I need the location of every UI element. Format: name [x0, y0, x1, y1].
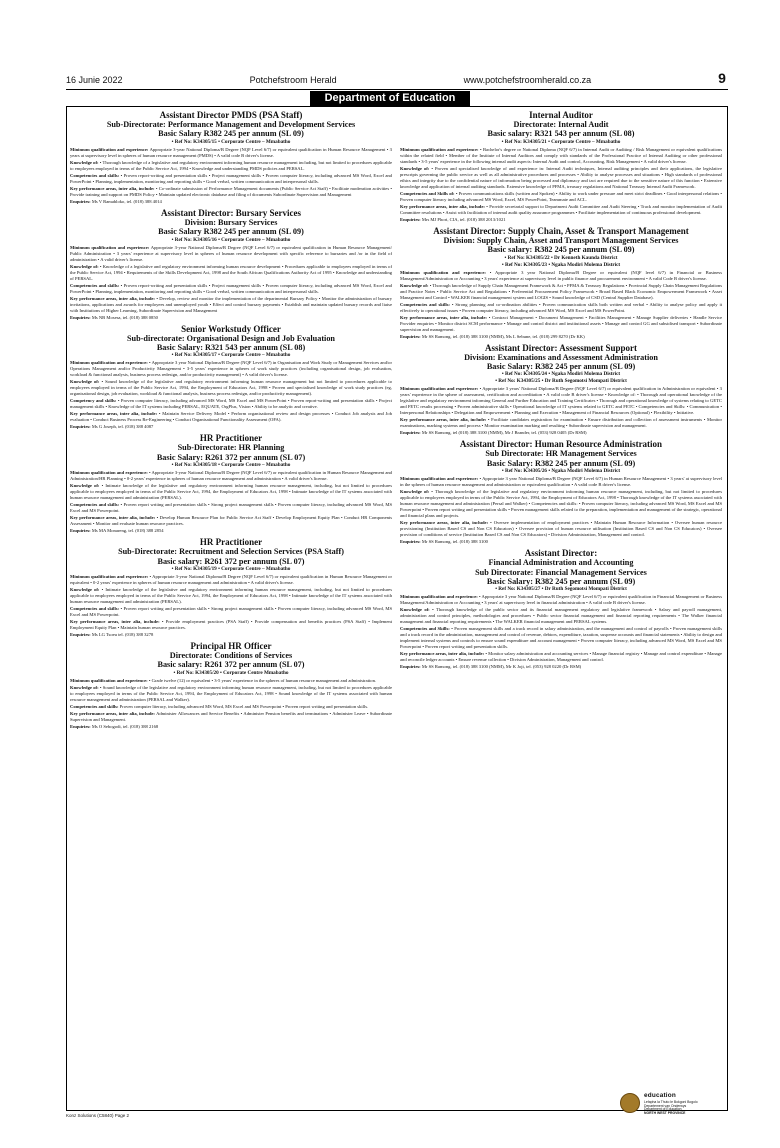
paragraph-text: • Thorough knowledge of the legislative and regulatory environment informing human resource management, including, but not limited to procedures applicable to employees employed in terms of the Public Service Act, 1994, the Employment of Educators Act, 1998 • Thorough knowledge of the IT systems associated with human resource management and administration (Persal and Walker) • Competencies and skills: • Proven computer literacy, including advanced MS Word, MS Excel and MS Powerpoint • Proven report writing and presentation skills • Proven management skills related to the preparation, implementation and management of the strategic, operational and financial plans and projects.	[400, 489, 722, 519]
job-title: Assistant Director: Supply Chain, Asset & Transport Management	[433, 225, 689, 236]
paragraph-label: Enquiries:	[70, 424, 91, 430]
paragraph-text: Mrs MJ Phori, CIA, tel. (018) 388 2013/1021	[421, 216, 506, 222]
job-paragraph	[70, 173, 392, 185]
department-banner: Department of Education	[310, 91, 470, 106]
paragraph-text: • Provide secretarial support to Department Audit Committee and Audit Steering • Track and monitor implementation of Audit Committee resolutions • Assist with facilitation of internal audit quality assurance programmes • Facilitate implementation of continuous professional development.	[400, 203, 722, 215]
job-salary: Basic salary: R321 543 per annum (SL 08)	[487, 129, 635, 139]
paragraph-label: Key performance areas, inter alia, include:	[400, 417, 487, 423]
job-paragraph	[70, 283, 392, 295]
paragraph-text: Ms LG Tsoeu tel. (018) 388 3278	[91, 632, 154, 638]
job-listing	[400, 110, 722, 223]
paragraph-text: • Thorough knowledge of Supply Chain Management Framework & Act • PFMA & Treasury Regulations • Provincial Supply Chain Management Regulations and Practice Notes • Public Service Act and Regulations • Preferential Procurement Policy Framework • Broad Based Black Economic Empowerment Framework • Asset Management and Control • WALKER financial management system and LOGIS • Sound knowledge of CSD (Central Supplier Database).	[400, 282, 722, 300]
job-paragraph	[400, 430, 722, 436]
job-reference: • Ref No: K34305/18 • Corporate Centre – Mmabatho	[171, 462, 291, 469]
paragraph-text: • Sound knowledge of the legislative and regulatory environment informing human resource management but not limited to procedures applicable to employees employed in terms of the Public Service Act, 1994, the Employment of Educators Act, 1998 • Proven and specialised knowledge of work study practices (eg, organisational design, job evaluation, workload & functional analysis, business process redesign, and/or productivity management).	[70, 379, 392, 397]
paragraph-label: Minimum qualification and experience:	[400, 386, 479, 392]
job-paragraph	[400, 607, 722, 625]
job-paragraph	[70, 711, 392, 723]
paragraph-text: Ms MA Monareng, tel. (018) 388 2854	[91, 528, 164, 534]
job-paragraph	[400, 217, 722, 223]
job-division: Division: Supply Chain, Asset and Transport Management Services	[443, 235, 679, 245]
paragraph-text: • Thorough knowledge of a legislative and regulatory environment informing human resource management including, but not limited to procedures applicable to employees employed in terms of the Public Service Act, 1994 • Knowledge and understanding PMDS policies and PERSAL.	[70, 159, 392, 171]
page-header	[66, 70, 726, 88]
paragraph-text: • Provide employment practices (PSA Staff) • Provide compensation and benefits practices (PSA Staff) • Implement Employment Equity Plan • Maintain human resource practices.	[70, 619, 392, 631]
paragraph-label: Competencies and skills:	[400, 301, 450, 307]
job-reference: • Ref No: K34305/16 • Corporate Centre – Mmabatho	[171, 236, 291, 243]
paragraph-label: Minimum qualification and experience:	[400, 269, 486, 275]
job-title: Assistant Director: Assessment Support	[484, 342, 638, 353]
job-paragraph	[70, 315, 392, 321]
paragraph-text: Mr SS Ramong, tel. (018) 388 3100	[421, 539, 488, 545]
paragraph-label: Minimum qualification and experience:	[70, 244, 150, 250]
paragraph-label: Enquiries:	[70, 723, 91, 729]
job-reference: • Ref No: K34305/27 • Dr Ruth Segomotsi Mompati District	[495, 586, 627, 593]
paragraph-label: Key performance areas, inter alia, include:	[70, 515, 156, 521]
job-title: Assistant Director:	[524, 548, 598, 559]
paragraph-label: Minimum qualification and experience:	[400, 476, 479, 482]
paragraph-label: Knowledge of:	[70, 483, 100, 489]
job-salary: Basic salary: R261 372 per annum (SL 07)	[157, 660, 305, 670]
paragraph-label: Competencies and skills:	[70, 606, 120, 612]
header-rule	[66, 89, 728, 90]
job-title: HR Practitioner	[199, 433, 263, 444]
paragraph-text: • Appropriate 3 years' National Diploma/B Degree (NQF Level 6/7) or equivalent qualification in Administration or equivalent • 3 years' experience in the sphere of assessment, certification and accreditation • A valid code B driver's license • Knowledge of: • Thorough and operational knowledge of the legislative and regulatory environment informing General and Further Education and Training Certificates • Thorough and operational knowledge of systems relating to GETC and FETC results processing • Proven administrative skills • Operational knowledge of IT systems related to GETC and FETC • Competencies and Skills: • Communication • Interpersonal Relationships • Delegation and Empowerment • Planning and Execution • Management of Financial Resources (Optional) • Flexibility • Initiative.	[400, 386, 722, 416]
job-reference: • Ref No: K34305/22 • Dr Kenneth Kaunda District • Ref No: K34305/23 • Ngaka Modiri Molema District	[501, 254, 621, 268]
job-paragraph	[400, 191, 722, 203]
paragraph-text: • Appropriate 3 year National Diploma/B Degree (NQF Level 6/7) in Human Resource Management • 3 years' at supervisory level in the spheres of human resource management and administration or equivalent qualification • A valid code B driver's license.	[400, 476, 722, 488]
paragraph-text: • Develop Human Resource Plan for Public Service Act Staff • Develop Employment Equity Plan • Conduct HR Components Assessment • Monitor and evaluate human resource practices.	[70, 515, 392, 527]
paragraph-label: Key performance areas, inter alia, include:	[70, 411, 158, 417]
paragraph-label: Competencies and skills:	[70, 703, 119, 709]
job-paragraph	[70, 424, 392, 430]
job-title: Assistant Director: Human Resource Administration	[459, 439, 663, 450]
job-paragraph	[70, 704, 392, 710]
paragraph-text: • Contract Management • Document Management • Facilities Management • Manage Supplier deliveries • Handle Service Provider enquiries • Monitor district SCM performance • Manage and control district and institutional assets • Manage and control GG and subsidised transport • Subordinate supervision and management.	[400, 314, 722, 332]
paragraph-label: Enquiries:	[70, 314, 91, 320]
paragraph-text: • Oversee implementation of employment practices • Maintain Human Resource Information • Oversee human resource provisioning (Institution Based CS and Non CS Educators) • Oversee provision of human resource utilisation (Institution Based CS and Non CS Educators) • Oversee provision of conditions of service (Institution Based CS and Non CS Educators) • Division Administration, Management and control.	[400, 520, 722, 538]
paragraph-text: • Proven management skills and a track record in salary administration, and the management and control of payrolls • Proven management skills and a track record in the administration, management and control of revenue, debtors, expenditure, taxation, suspense accounts and financial statements • Ability to design and implement internal systems and controls to ensure sound expenditure and account management • Proven computer literacy, including advanced MS Word, MS Excel and MS Powerpoint • Proven report writing and presentation skills.	[400, 626, 722, 650]
paragraph-text: • Intimate knowledge of the legislative and regulatory environment informing human resource management, including, but not limited to procedures applicable to employees employed in terms of the Public Service Act, 1994, the Employment of Educators Act, 1998 • Intimate knowledge of the IT systems associated with human resource management and administration (PERSAL).	[70, 587, 392, 605]
job-paragraph	[400, 476, 722, 488]
paragraph-label: Knowledge of:	[400, 489, 430, 495]
job-listing	[70, 110, 392, 205]
paragraph-text: Mr SS Ramong, tel (018) 388 3100 (NMM), Mr J Brander, tel. (053) 928 0405 (Dr RSM)	[421, 430, 587, 436]
job-paragraph	[70, 685, 392, 703]
job-paragraph	[400, 539, 722, 545]
job-paragraph	[400, 626, 722, 650]
paragraph-text: • Proven report writing and presentation skills • Strong project management skills • Proven computer literacy, including advanced MS Word, MS Excel and MS Powerpoint.	[70, 606, 392, 618]
paragraph-label: Key performance areas, inter alia, include:	[70, 619, 160, 625]
paragraph-text: Ms NB Mosesa, tel. (018) 388 0850	[91, 314, 158, 320]
job-paragraph	[70, 186, 392, 198]
job-division: Sub-Directorate: HR Planning	[177, 443, 285, 453]
job-division: Directorate: Conditions of Services	[169, 651, 293, 661]
job-paragraph	[400, 386, 722, 416]
job-paragraph	[70, 528, 392, 534]
job-paragraph	[70, 470, 392, 482]
job-salary: Basic Salary: R261 372 per annum (SL 07)	[156, 452, 306, 462]
paragraph-text: • Appropriate 3 year National Diploma/B Degree (NQF Level 6/7) in Organisation and Work Study or Management Services and/or Operations Management and/or Productivity Management • 3-5 years' experience in spheres of work study practices (including organisational design, job evaluation, workload & functional analysis, business process redesign, and/or productivity management) • A valid driver's license.	[70, 360, 392, 378]
job-paragraph	[400, 489, 722, 519]
job-listing	[400, 226, 722, 340]
paragraph-text: Appropriate 3-year National Diploma/B Degree (NQF Level 6/7) or equivalent qualification in Human Resource Management • 3 years at supervisory level in spheres of human resource management (PMDS) • A valid code B driver's license.	[70, 146, 392, 158]
job-division: Sub-Directorate: Performance Management and Development Services	[106, 120, 356, 129]
paragraph-label: Knowledge of:	[70, 263, 99, 269]
job-listing	[400, 343, 722, 437]
paragraph-label: Knowledge of:	[400, 282, 429, 288]
paragraph-label: Enquiries:	[70, 528, 91, 534]
paragraph-label: Key performance areas, inter alia, include:	[70, 710, 155, 716]
newspaper-name: Potchefstroom Herald	[249, 75, 337, 85]
paragraph-label: Minimum qualification and experience:	[70, 677, 148, 683]
job-paragraph	[400, 594, 722, 606]
logo-line-4: NORTH WEST PROVINCE	[644, 1110, 686, 1115]
paragraph-text: • Proven report-writing and presentation skills • Project management skills • Proven computer literacy, including advanced MS Word, Excel and PowerPoint • Planning, implementation, monitoring and reporting skills • Good verbal, written communication and interpersonal skills.	[70, 172, 392, 184]
job-division: Division: Examinations and Assessment Administration	[464, 352, 658, 362]
paragraph-text: • Intimate knowledge of the legislative and regulatory environment informing human resource management, including, but not limited to procedures applicable to employees employed in terms of the Public Service Act, 1994, the Employment of Educators Act, 1998 • Intimate knowledge of the IT systems associated with human resource management and administration (PERSAL).	[70, 483, 392, 501]
job-division: Sub-Directorate: Recruitment and Selection Services (PSA Staff)	[118, 547, 344, 557]
job-title: Internal Auditor	[529, 110, 593, 120]
paragraph-label: Minimum qualification and experience:	[70, 470, 148, 476]
job-salary: Basic Salary: R382 245 per annum (SL 09)	[486, 362, 636, 372]
job-title: HR Practitioner	[199, 537, 263, 548]
job-paragraph	[400, 520, 722, 538]
job-paragraph	[70, 264, 392, 282]
job-paragraph	[400, 334, 722, 340]
job-reference: • Ref No: K34305/19 • Corporate Centre – Mmabatho	[171, 566, 291, 573]
job-title: Principal HR Officer	[190, 641, 272, 652]
footer-credit: Konz Solutions (C5840) Page 2	[66, 1113, 130, 1118]
job-paragraph	[70, 606, 392, 618]
job-listing	[70, 537, 392, 638]
logo-line-1: Lefapha la Thuto le Bokgoni Bogolo	[644, 1100, 698, 1104]
job-paragraph	[400, 204, 722, 216]
paragraph-label: Key performance areas, inter alia, include:	[70, 295, 155, 301]
paragraph-label: Competencies and Skills of:	[400, 190, 455, 196]
job-paragraph	[70, 360, 392, 378]
paragraph-label: Competencies and skills:	[70, 282, 120, 288]
logo-line-3: Department of Education	[644, 1107, 682, 1111]
paragraph-text: Administer Allowances and Service Benefits • Administer Pension benefits and terminations • Administer Leave • Subordinate Supervision and Management.	[70, 710, 392, 722]
job-salary: Basic Salary R382 245 per annum (SL 09)	[158, 129, 304, 139]
paragraph-text: • Co-ordinate submission of Performance Management documents (Public Service Act Staff) • Facilitate moderation activities • Provide training and support on PMDS Policy • Maintain updated electronic database and filing of documents Subordinate Supervision and Management	[70, 185, 392, 197]
job-salary: Basic Salary: R382 245 per annum (SL 09)	[486, 577, 636, 587]
paragraph-text: Ms O Sebogodi, tel. (018) 388 2168	[91, 723, 159, 729]
job-salary: Basic Salary R382 245 per annum (SL 09)	[158, 227, 304, 237]
job-paragraph	[70, 245, 392, 263]
job-paragraph	[70, 379, 392, 397]
paragraph-text: • Proven communications skills (written and Spoken) • Ability to work under pressure and meet strict deadlines • Good interpersonal relations • Proven computer literacy including advanced MS Word, Excel, MS PowerPoint, Teammate and ACL.	[400, 190, 722, 202]
job-paragraph	[400, 147, 722, 165]
paragraph-label: Minimum qualification and experience:	[70, 574, 149, 580]
paragraph-label: Knowledge of:	[400, 165, 430, 171]
job-reference: • Ref No: K34305/26 • Ngaka Modiri Molema District	[501, 468, 621, 475]
paragraph-text: Mr SS Ramong, tel. (018) 388 3100 (NMM), Mr K Joji, tel. (053) 928 0220 (Dr RSM)	[421, 664, 582, 670]
job-division: Division: Bursary Services	[184, 217, 278, 227]
paragraph-label: Enquiries:	[70, 632, 91, 638]
paragraph-text: • Strong planning and co-ordination abilities • Proven communication skills both written and verbal • Ability to analyse policy and apply it effectively to operational issues • Proven computer literacy, including advanced MS Word, MS Excel and MS PowerPoint.	[400, 301, 722, 313]
job-paragraph	[70, 411, 392, 423]
job-listing	[70, 208, 392, 321]
job-listing	[70, 433, 392, 534]
job-paragraph	[70, 515, 392, 527]
paragraph-label: Knowledge of:	[70, 379, 100, 385]
job-title: Senior Workstudy Officer	[181, 323, 281, 334]
job-title: Assistant Director: Bursary Services	[160, 207, 302, 218]
paragraph-label: Competencies and skills:	[70, 502, 120, 508]
job-paragraph	[70, 619, 392, 631]
job-listing	[70, 641, 392, 730]
job-paragraph	[70, 398, 392, 410]
job-paragraph	[400, 651, 722, 663]
job-reference: • Ref No: K34305/17 • Corporate Centre – Mmabatho	[171, 352, 291, 359]
job-reference: • Ref No: K34305/21 • Corporate Centre – Mmabatho	[501, 138, 621, 145]
job-listing	[400, 439, 722, 545]
paragraph-label: Key performance areas, inter alia, include:	[400, 314, 487, 320]
paragraph-label: Enquiries:	[400, 539, 421, 545]
paragraph-text: • Appropriate 3 year National Diploma/B Degree (NQF Level 6/7) or equivalent qualification in Financial Management or Business Management/Administration or Accounting • 3 years' at supervisory level in financial administration • A valid code B driver's license.	[400, 594, 722, 606]
issue-date: 16 Junie 2022	[66, 75, 123, 85]
job-paragraph	[400, 302, 722, 314]
right-column	[400, 110, 722, 1110]
paragraph-text: • Proven report-writing and presentation skills • Project management skills • Proven computer literacy, including advanced MS Word, Excel and PowerPoint • Planning, implementation, monitoring and reporting skills • Good verbal, written communication and interpersonal skills.	[70, 282, 392, 294]
paragraph-text: Ms V Ramabloko, tel. (018) 388 4014	[91, 198, 162, 204]
paragraph-label: Minimum qualification and experience:	[400, 146, 479, 152]
job-listing	[400, 548, 722, 670]
job-paragraph	[400, 283, 722, 301]
paragraph-text: • Proven report writing and presentation skills • Strong project management skills • Proven computer literacy, including advanced MS Word, MS Excel and MS Powerpoint.	[70, 502, 392, 514]
job-division: Directorate: Internal Audit	[513, 120, 609, 129]
paragraph-label: Key performance areas, inter alia, include:	[400, 520, 489, 526]
job-title: Assistant Director PMDS (PSA Staff)	[159, 110, 303, 120]
paragraph-label: Minimum qualification and experience:	[400, 594, 478, 600]
education-logo	[620, 1092, 728, 1114]
job-paragraph	[70, 483, 392, 501]
job-paragraph	[70, 632, 392, 638]
paragraph-text: • Monitor salary administration and accounting services • Manage financial registry • Manage and control expenditure • Manage and reconcile ledger accounts • Ensure revenue collection • Division Administration, Management and control.	[400, 651, 722, 663]
logo-line-2: Departement van Onderwys	[644, 1103, 687, 1108]
job-paragraph	[70, 574, 392, 586]
paragraph-text: • Develop, review and monitor the implementation of the departmental Bursary Policy • Monitor the administration of bursary invitations, applications and awards for employees and unemployed youth • Effect and control bursary payments • Establish and maintain updated bursary records and liaise with Institutions of Higher Learning, Subordinate Supervision and Management	[70, 295, 392, 313]
job-paragraph	[70, 502, 392, 514]
paragraph-text: Proven computer literacy, including advanced MS Word, MS Excel and MS Powerpoint • Proven report writing and presentation skills.	[119, 703, 369, 709]
job-reference: • Ref No: K34305/15 • Corporate Centre – Mmabatho	[171, 138, 291, 145]
job-paragraph	[70, 587, 392, 605]
job-division: Sub Directorate: HR Management Services	[485, 449, 637, 459]
paragraph-label: Competencies and skills:	[70, 172, 120, 178]
paragraph-text: • Proven and specialised knowledge of and experience in: Internal Audit techniques, Internal auditing principles and their applications, the legislative prescripts governing the public service as well as all administrative procedures and processes • Ability to analyse processes and situations • High standards of professional ethics and integrity due to the confidential nature of information being processed and diplomacy and tact are required due to the sensitive nature of this function • Extensive knowledge and application of internal auditing standards. Extensive knowledge of PFMA, treasury regulations and National Treasury Internal Audit Framework.	[400, 165, 722, 189]
job-salary: Basic salary: R382 245 per annum (SL 09)	[487, 245, 635, 255]
paragraph-text: • Appropriate 3-year National Diploma/B Degree (NQF Level 6/7) or equivalent qualification in Human Resource Management and Administration/HR Planning • 0-2 years' experience in spheres of human resource management and administration • A valid driver's license.	[70, 470, 392, 482]
paragraph-label: Enquiries:	[400, 216, 421, 222]
job-paragraph	[70, 296, 392, 314]
paragraph-text: • Knowledge of a legislative and regulatory environment informing human resource development • Procedures applicable to employees employed in terms of the Public Service Act, 1994 • Requirements of the Skills Development Act, 1998 and the South African Qualifications Authority Act of 1995 • Knowledge and understanding of PERSAL.	[70, 263, 392, 281]
paragraph-text: • Facilitate candidates registration for examination • Ensure distribution and collection of assessment instruments • Monitor examinations, marking systems and process • Monitor examination marking and resulting • Subordinate supervision and management.	[400, 417, 722, 429]
paragraph-text: Appropriate 3-year National Diploma/B Degree (NQF Level 6/7) or equivalent qualification in Human Resource Management/ Public Administration • 3 years' experience at supervisory level in spheres of human resource development with specific reference to bursaries and /or in the field of administration • A valid driver's license.	[70, 244, 392, 262]
paragraph-text: • Proven computer literacy, including advanced MS Word, MS Excel and MS PowerPoint • Proven report-writing and presentation skills • Project management skills • Knowledge of the IT systems including PERSAL, EQUATE, OrgPlus, Vision • Ability to be analytic and creative.	[70, 398, 392, 410]
website-url[interactable]: www.potchefstroomherald.co.za	[463, 75, 592, 85]
paragraph-label: Enquiries:	[400, 333, 421, 339]
page-number: 9	[718, 70, 726, 86]
job-salary: Basic Salary: R321 543 per annum (SL 08)	[156, 343, 306, 353]
job-salary: Basic salary: R261 372 per annum (SL 07)	[157, 556, 305, 566]
paragraph-label: Minimum qualification and experience:	[70, 360, 148, 366]
paragraph-label: Knowledge of:	[70, 684, 99, 690]
job-paragraph	[400, 664, 722, 670]
job-paragraph	[70, 678, 392, 684]
paragraph-label: Key performance areas, inter alia, include:	[400, 203, 485, 209]
job-paragraph	[400, 315, 722, 333]
paragraph-label: Minimum qualification and experience:	[70, 146, 149, 152]
paragraph-label: Knowledge of:	[70, 159, 99, 165]
job-reference: • Ref No: K34305/24 • Ngaka Modiri Molema District • Ref No: K34305/25 • Dr Ruth Segomotsi Mompati District	[495, 371, 627, 385]
paragraph-label: Competencies and Skills:	[400, 626, 450, 632]
paragraph-text: • Grade twelve (12) or equivalent • 3-5 years' experience in the spheres of human resource management and administration.	[148, 677, 377, 683]
job-paragraph	[70, 160, 392, 172]
job-division: Sub-directorate: Organisational Design and Job Evaluation	[127, 333, 335, 343]
job-listing	[70, 324, 392, 431]
job-paragraph	[400, 166, 722, 190]
paragraph-text: • Appropriate 3-year National Diploma/B Degree (NQF Level 6/7) or equivalent qualification in Human Resource Management or equivalent • 0-2 years' experience in spheres of human resource management and administration • A valid driver's license.	[70, 574, 392, 586]
left-column	[70, 110, 392, 1110]
paragraph-label: Key performance areas, inter alia, include:	[70, 185, 155, 191]
paragraph-label: Knowledge of:	[70, 587, 100, 593]
coat-of-arms-icon	[620, 1093, 640, 1113]
paragraph-text: • Thorough knowledge of the public sector and its financial management regulatory and legislative framework • Salary and payroll management, administration and control principles, methodologies and procedures • Public sector financial management and financial reporting requirements • The Walker financial management and financial reporting requirements • The WALKER financial management and PERSAL systems.	[400, 607, 722, 625]
job-division: Financial Administration and Accounting Sub Directorate: Financial Management Services	[475, 558, 647, 577]
job-paragraph	[70, 147, 392, 159]
paragraph-label: Knowledge of:	[400, 607, 430, 613]
paragraph-label: Enquiries:	[400, 664, 421, 670]
job-salary: Basic Salary: R382 245 per annum (SL 09)	[486, 458, 636, 468]
logo-name: education	[644, 1092, 676, 1099]
paragraph-label: Key performance areas, inter alia, include:	[400, 651, 485, 657]
paragraph-label: Enquiries:	[70, 198, 91, 204]
job-paragraph	[70, 724, 392, 730]
paragraph-label: Competency and skills:	[70, 398, 117, 404]
paragraph-text: • Maintain Service Delivery Model • Perform organisational review and design processes • Conduct Job analysis and Job evaluation • Conduct Business Process Re-Engineering • Conduct Organisational Functionality Assessment (OFA).	[70, 411, 392, 423]
paragraph-text: Ms G Joseph, tel. (018) 388 4087	[91, 424, 154, 430]
paragraph-text: Mr SS Ramong, tel. (018) 388 3100 (NMM), Ms L Sebune, tel. (018) 299 8270 (Dr KK)	[421, 333, 585, 339]
job-paragraph	[400, 417, 722, 429]
paragraph-text: • Appropriate 3 year National Diploma/B Degree or equivalent (NQF level 6/7) in Financial or Business Management/Administration or Accounting • 3 years' experience at supervisory level in public finance and procurement environment • A valid Code B driver's license.	[400, 269, 722, 281]
paragraph-text: • Bachelor's degree or National Diploma (NQF 6/7) in Internal Audit or Auditing / Risk Management or equivalent qualifications within the related field • Member of the Institute of Internal Auditors and comply with standards of the Professional Practice of Internal Auditing or other professional standards • 3-5 years' experience in the following internal audit aspects: Internal Audit and control, Accounting, Risk Management • A valid driver's license.	[400, 146, 722, 164]
job-reference: • Ref No: K34305/20 • Corporate Centre Mmabatho	[173, 669, 289, 676]
paragraph-label: Enquiries:	[400, 430, 421, 436]
paragraph-text: • Sound knowledge of the legislative and regulatory environment informing human resource management, including, but not limited to procedures applicable to employees employed in terms of the Public Service Act, 1994, the Employment of Educators Act, 1998 • Sound knowledge of the IT systems associated with human resource management and administration (PERSAL and Walker).	[70, 684, 392, 702]
job-paragraph	[400, 270, 722, 282]
job-paragraph	[70, 199, 392, 205]
